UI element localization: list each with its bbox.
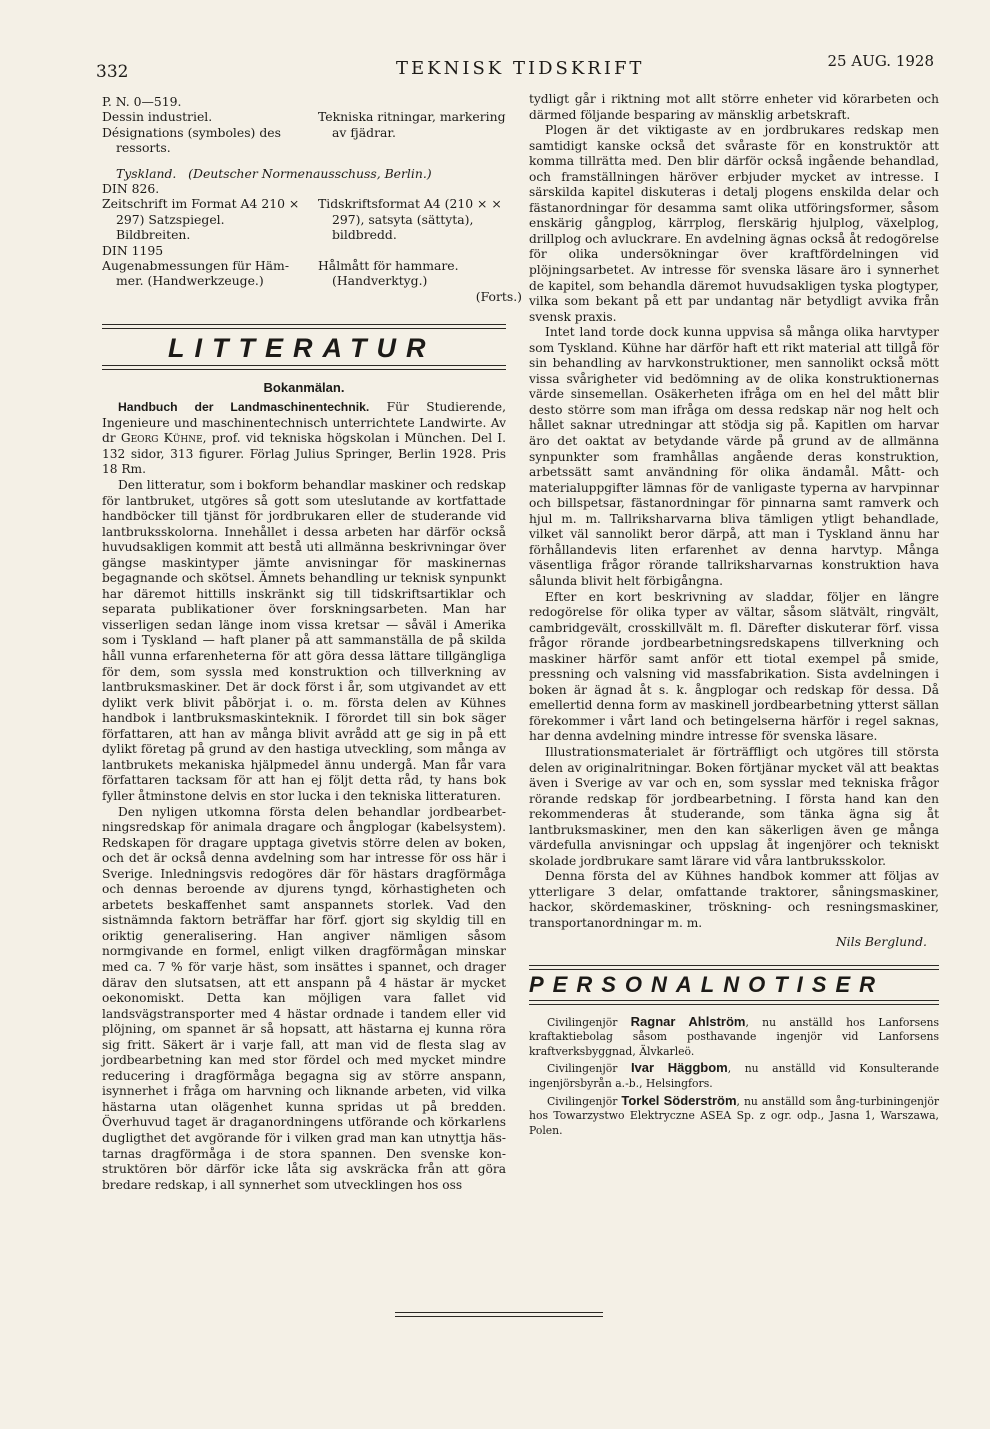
journal-title: TEKNISK TIDSKRIFT [396,58,645,79]
page-number: 332 [96,62,129,82]
paragraph: Efter en kort beskrivning av sladdar, följer en längre redogörelse för olika typer av vältar, såsom slätvält, ringvält, cambridgevält, crosskillvält m. fl. Därefter diskuterar förf. vissa frågor rörande jordbearbetningsredskapens tillverkning och maskiner härför samt anför ett tiotal exempel på smide, pressning och valsning vid massfabrikation. Sista avdelningen i boken är ägnad åt s. k. ångplogar och redskap för dessa. Då emellertid denna form av maskinell jordbearbetning ytterst sällan förekommer i vårt land och betingelserna härför i regel saknas, har denna avdelning mindre intresse för svenska läsare. [529,589,939,744]
page-end-rule [395,1312,603,1317]
paragraph: Intet land torde dock kunna uppvisa så många olika harvtyper som Tyskland. Kühne har därför haft ett rikt material att tillgå för sin behandling av harvkonstruktioner, men sannolikt också mött vissa svårigheter vid bedömning av de olika konstruktionernas värde sinsemellan. Osäkerheten ifråga om en hel del mått blir desto större som man ifråga om dessa redskap när nog helt och hållet saknar utredningar att stödja sig på. Kapitlen om harvar äro det oaktat av betydande värde på grund av de allmänna synpunkter som framhållas angående deras konstruktion, arbetssätt samt användning för olika ändamål. Mått- och materialuppgifter lämnas för de vanligaste typerna av harvpinnar och billspetsar, fästanordningar för pinnarna samt ramverk och hjul m. m. Tallriksharvarna bliva tämligen ytligt behandlade, vilket väl sannolikt beror därpå, att man i Tyskland ännu har förhållandevis liten erfarenhet av denna harvtyp. Många väsentliga frågor rörande tallriksharvarnas konstruktion hava sålunda blivit helt förbigångna. [529,325,939,588]
paragraph: Plogen är det viktigaste av en jordbrukares redskap men samtidigt kanske också det svåraste för en konstruktör att komma tillrätta med. Den blir därför också ingående behandlad, och framställningen häröver erbjuder mycket av intresse. I särskilda kapitel diskuteras i detalj plogens enskilda delar och fästanordningar för desamma samt olika utföringsformer, såsom enskärig gångplog, kärrplog, flerskärig hjulplog, växelplog, drillplog och avluckrare. En avdelning ägnas också åt redogörelse för olika undersökningar över kraftfördelningen vid plöjningsarbetet. Av intresse för svenska läsare äro i synnerhet de kapitel, som behandla däremot huvudsakligen tyska plogtyper, vilka som bekant på ett par undantag när betydligt avvika från svensk praxis. [529,123,939,324]
litteratur-heading: LITTERATUR [168,333,436,364]
page-header [96,52,934,82]
norm-fr-2: Désignations (symboles) des ressorts. [102,124,281,156]
norm-country: Tyskland. (Deutscher Normenausschuss, Berlin.) [116,165,432,181]
norm-din-1195: DIN 1195 [102,242,164,258]
personalnotiser-list [529,1015,939,1139]
list-item: Civilingenjör Torkel Söderström, nu anställd som ång-turbiningenjör hos Towarzystwo Elektryczne ASEA Sp. z ogr. odp., Jasna 1, Warszawa, Polen. [529,1092,939,1137]
book-citation: Handbuch der Landmaschinentechnik. Für Studierende, Ingenieure und maschinentechnisch unterrichtete Landwirte. Av dr Georg Kühne, prof. vid tekniska högskolan i München. Del I. 132 sidor, 313 figurer. Förlag Julius Springer, Berlin 1928. Pris 18 Rm. [102,400,506,477]
norm-din-826: DIN 826. [102,181,160,197]
norm-sv-hammer: Hålmått för hammare. (Handverktyg.) [318,258,459,289]
issue-date: 25 AUG. 1928 [827,52,934,70]
paragraph: Denna första del av Kühnes handbok kommer att följas av ytterligare 3 delar, omfattande traktorer, såningsmaskiner, hackor, skördemaskiner, tröskning- och resningsmaskiner, transportanordningar m. m. [529,869,939,930]
person-name: Ragnar Ahlström [630,1013,746,1029]
paragraph: tydligt går i riktning mot allt större enheter vid körarbeten och därmed följande besparing av mänsklig arbetskraft. [529,92,939,122]
paragraph: Den litteratur, som i bokform behandlar maskiner och redskap för lantbruket, utgöres så gott som uteslutande av kortfattade handböcker till tjänst för jordbrukaren eller de studerande vid lantbruksskolorna. Innehållet i dessa arbeten har därför också huvudsakligen kommit att bestå uti allmänna beskrivningar över gängse maskintyper jämte anvisningar för maskinernas begagnande och skötsel. Ämnets behandling ur teknisk synpunkt har däremot hittills inskränkt sig till tidskriftsartiklar och separata publikationer över forskningsarbeten. Man har visserligen sedan länge inom vissa kretsar — såväl i Amerika som i Tyskland — haft planer på att sammanställa de på skilda håll vunna erfarenheterna för att göra dessa lättare tillgängliga för dem, som syssla med konstruktion och tillverkning av lantbruksmaskiner. Det är dock först i år, som utgivandet av ett dylikt verk blivit påbörjat i. o. m. första delen av Kühnes handbok i lantbruksmaskinteknik. I förordet till sin bok säger författaren, att han av många blivit avrådd att ge sig in på ett dylikt företag på grund av den hastiga utveckling, som många av lantbrukets mekaniska hjälpmedel ännu undergå. Man får vara författaren tacksam för att han ej följt detta råd, ty hans bok fyller åtminstone delvis en stor lucka i den tekniska litteraturen. [102,478,506,803]
rule-bottom [102,365,506,370]
left-column [102,94,522,1193]
paragraph: Den nyligen utkomna första delen behandlar jordbearbetningsredskap för animala dragare och ångplogar (kabelsystem). Redskapen för dragare upptaga givetvis större delen av boken, och det är också denna avdelning som har intresse för oss här i Sverige. Inledningsvis redogöres där för hästars dragförmåga och dennas beroende av djurens tyngd, körhastigheten och arbetets beskaffenhet samt anspannets storlek. Vad den sistnämnda faktorn beträffar har förf. gjort sig skyldig till en oriktig generalisering. Han angiver nämligen såsom normgivande en formel, enligt vilken dragförmågan minskar med ca. 7 % för varje häst, som insättes i spannet, och drager därav den slutsatsen, att ett anspann på 4 hästar är mycket oekonomiskt. Detta kan möjligen vara fallet vid landsvägstransporter med 4 hästar ordnade i tandem eller vid plöjning, om spannet är så hopsatt, att hästarna ej kunna röra sig fritt. Säkert är i varje fall, att man vid de flesta slag av jordbearbetning kan med stor fördel och med mycket mindre reducering i dragförmåga begagna sig av större anspann, isynnerhet i fråga om harvning och liknande arbeten, vid vilka hästarna utan olägenhet kunna spridas ut på bredden. Överhuvud taget är draganordningens utförande och körkarlens dugligthet det avgörande för i vilken grad man kan utnyttja hästarnas dragförmåga i de stora spannen. Den svenske konstruktören bör därför icke låta sig avskräcka från att göra bredare redskap, i all synnerhet som utvecklingen hos oss [102,804,506,1192]
norm-sv-1: Tekniska ritningar, markering av fjädrar. [318,109,506,140]
norm-list [102,94,522,304]
review-signature: Nils Berglund. [835,933,927,949]
book-author: Georg Kühne [120,431,203,446]
rule-top [102,324,506,329]
paragraph: Illustrationsmaterialet är förträffligt och utgöres till största delen av originalritningar. Boken förtjänar mycket väl att beaktas även i Sverige av var och en, som sysslar med tekniska frågor rörande redskap för jordbearbetning. I första hand kan den rekommenderas åt studerande, som tänka ägna sig åt lantbruksmaskiner, men den kan säkerligen även ge många värdefulla anvisningar och uppslag åt ingenjörer och tekniskt skolade jordbrukare samt lärare vid våra lantbruksskolor. [529,744,939,868]
norm-fr-1: Dessin industriel. [102,109,213,125]
person-name: Torkel Söderström [621,1092,737,1108]
norm-de-format: Zeitschrift im Format A4 210 × 297) Satzspiegel. Bildbreiten. [102,196,300,243]
norm-forts: (Forts.) [475,288,522,304]
personalnotiser-heading: PERSONALNOTISER [529,971,885,997]
norm-de-hammer: Augenabmessungen für Hämmer. (Handwerkzeuge.) [102,258,289,289]
person-name: Ivar Häggbom [630,1060,728,1076]
list-item: Civilingenjör Ragnar Ahlström, nu anställd hos Lanforsens kraftaktiebolag såsom posthavande ingenjör vid Lanforsens kraftverksbyggnad, Älvkarleö. [529,1013,940,1058]
book-title: Handbuch der Landmaschinentechnik. [118,400,370,415]
norm-sv-format: Tidskriftsformat A4 (210 × × 297), satsyta (sättyta), bildbredd. [318,196,502,243]
review-body-right [529,92,939,932]
norm-pn: P. N. 0—519. [102,94,182,109]
list-item: Civilingenjör Ivar Häggbom, nu anställd vid Konsulterande ingenjörsbyrån a.-b., Helsingfors. [529,1060,939,1090]
review-subheading: Bokanmälan. [263,380,345,396]
pers-rule-bottom [529,1000,939,1005]
right-column [529,92,939,1140]
review-body-left [102,400,506,1193]
